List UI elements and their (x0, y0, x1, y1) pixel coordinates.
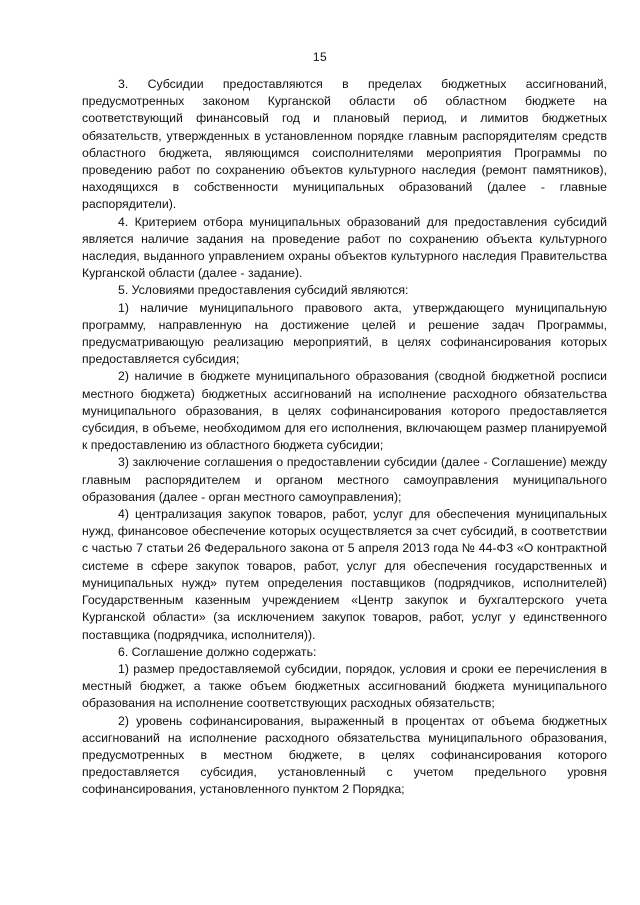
paragraph-5-3-agreement: 3) заключение соглашения о предоставлении субсидии (далее - Соглашение) между главным распорядителем и органом местного самоуправления муниципального образования (далее - орган местного самоуправления); (82, 455, 607, 504)
paragraph-6-2-cofinancing-level: 2) уровень софинансирования, выраженный в процентах от объема бюджетных ассигнований на исполнение расходного обязательства муниципального образования, предусмотренных в местном бюджете, в целях софинансирования которого предоставляется субсидия, установленный с учетом предельного уровня софинансирования, установленного пунктом 2 Порядка; (82, 713, 607, 797)
paragraph-6-1-subsidy-amount: 1) размер предоставляемой субсидии, порядок, условия и сроки ее перечисления в местный бюджет, а также объем бюджетных ассигнований бюджета муниципального образования на исполнение соответствующих расходных обязательств; (82, 661, 607, 711)
page-number: 15 (312, 50, 328, 64)
paragraph-4-selection-criterion: 4. Критерием отбора муниципальных образований для предоставления субсидий является наличие задания на проведение работ по сохранению объекта культурного наследия, выданного управлением охраны объектов культурного наследия Правительства Курганской области (далее - задание). (82, 214, 607, 281)
paragraph-3-subsidies-limits: 3. Субсидии предоставляются в пределах бюджетных ассигнований, предусмотренных законом Курганской области об областном бюджете на соответствующий финансовый год и плановый период, и лимитов бюджетных обязательств, утвержденных в установленном порядке главным распорядителям средств областного бюджета, являющимся соисполнителями мероприятия Программы по проведению работ по сохранению объектов культурного наследия (ремонт памятников), находящихся в собственности муниципальных образований (далее - главные распорядители). (82, 77, 607, 212)
paragraph-5-1-municipal-act: 1) наличие муниципального правового акта, утверждающего муниципальную программу, направленную на достижение целей и решение задач Программы, предусматривающую реализацию мероприятий, в целях софинансирования которых предоставляется субсидия; (82, 300, 607, 367)
document-body (82, 76, 607, 799)
paragraph-5-4-centralized-procurement: 4) централизация закупок товаров, работ, услуг для обеспечения муниципальных нужд, финансовое обеспечение которых осуществляется за счет субсидий, в соответствии с частью 7 статьи 26 Федерального закона от 5 апреля 2013 года № 44-ФЗ «О контрактной системе в сфере закупок товаров, работ, услуг для обеспечения государственных и муниципальных нужд» путем определения поставщиков (подрядчиков, исполнителей) Государственным казенным учреждением «Центр закупок и бухгалтерского учета Курганской области» (за исключением закупок товаров, работ, услуг у единственного поставщика (подрядчика, исполнителя)). (82, 507, 607, 642)
paragraph-5-conditions-heading: 5. Условиями предоставления субсидий являются: (118, 283, 409, 298)
paragraph-6-agreement-contents-heading: 6. Соглашение должно содержать: (118, 644, 317, 659)
paragraph-5-2-budget-allocations: 2) наличие в бюджете муниципального образования (сводной бюджетной росписи местного бюджета) бюджетных ассигнований на исполнение расходного обязательства муниципального образования, в целях софинансирования которого предоставляется субсидия, в объеме, необходимом для его исполнения, включающем размер планируемой к предоставлению из областного бюджета субсидии; (82, 369, 607, 453)
